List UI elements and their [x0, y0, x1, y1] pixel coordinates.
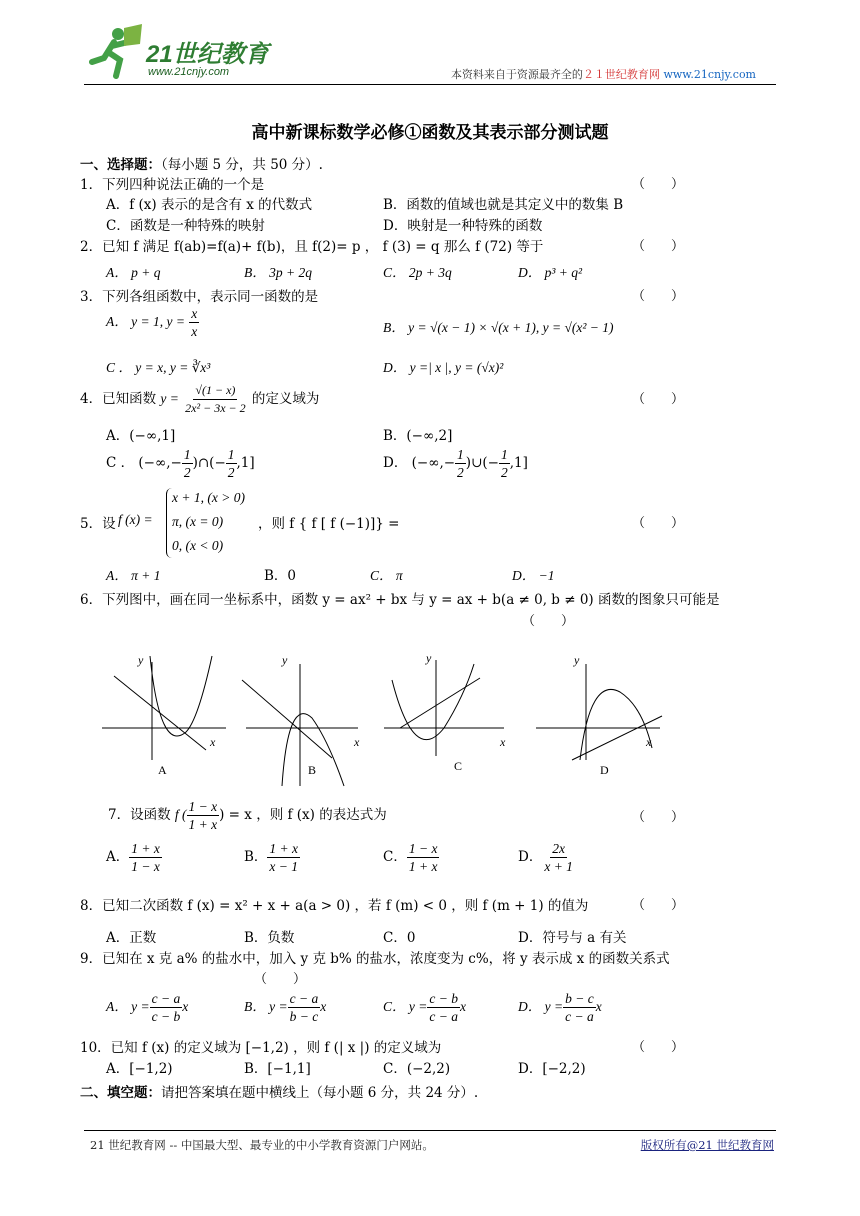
graph-label-c: C: [454, 759, 463, 773]
axis-x-label: x: [646, 735, 652, 749]
q5-case3: 0, (x < 0): [172, 538, 224, 553]
q4-stem: 4．已知函数 y = $\frac{√(1 - x)}{\text{2x² − 3x − 2}}$ 的定义域为: [80, 383, 320, 415]
q3-option-b: B． y = √(x − 1) × √(x + 1), y = √(x² − 1): [383, 320, 614, 335]
header-rule: [84, 84, 776, 85]
axis-x-label: x: [210, 735, 216, 749]
q5-option-a: A． π + 1: [106, 568, 161, 583]
q5-stem-pre: 5．设: [80, 516, 116, 532]
answer-paren: （ ）: [632, 898, 685, 913]
q3-option-a: A． y = 1, y = $\frac{x}{x}$: [106, 306, 198, 339]
answer-paren: （ ）: [254, 972, 307, 987]
q10-option-c: C．(−2,2): [383, 1061, 451, 1077]
q5-case1: x + 1, (x > 0): [172, 490, 245, 505]
graph-label-d: D: [600, 763, 609, 777]
q4-option-d: D． (−∞,− $\frac{1}{2}$ )∪(− $\frac{1}{2}$ ,1]: [383, 447, 528, 480]
axis-x-label: x: [500, 735, 506, 749]
q5-option-c: C． π: [370, 568, 403, 583]
q10-option-a: A．[−1,2): [106, 1061, 173, 1077]
graph-label-a: A: [158, 763, 167, 777]
q7-option-d: D． $\frac{2x}{x + 1}$: [518, 841, 573, 874]
q5-option-b: B．0: [264, 568, 297, 584]
q3-stem: 3．下列各组函数中，表示同一函数的是: [80, 289, 319, 305]
q2-stem: 2．已知 f 满足 f(ab)=f(a)+ f(b)，且 f(2)= p ， f (3) = q 那么 f (72) 等于: [80, 239, 544, 255]
q1-option-d: D．映射是一种特殊的函数: [383, 218, 543, 234]
graph-c: [384, 651, 506, 773]
q8-option-c: C．0: [383, 930, 416, 946]
q4-option-a: A．(−∞,1]: [106, 428, 176, 444]
header-source: [451, 66, 756, 82]
graph-label-b: B: [308, 763, 317, 777]
q8-stem: 8．已知二次函数 f (x) = x² + x + a(a > 0) ，若 f (m) < 0 ，则 f (m + 1) 的值为: [80, 898, 589, 914]
q9-option-a: A． y = $\frac{c - a}{c - b}$ x: [106, 991, 189, 1024]
graph-d: [536, 653, 662, 777]
answer-paren: （ ）: [522, 614, 575, 629]
q1-option-a: A．f (x) 表示的是含有 x 的代数式: [106, 197, 313, 213]
source-url[interactable]: www.21cnjy.com: [663, 68, 756, 81]
q4-option-c: C ． (−∞,− $\frac{1}{2}$ )∩(− $\frac{1}{2}$ ,1]: [106, 447, 255, 480]
source-site: ２１世纪教育网: [582, 68, 660, 81]
q5-case2: π, (x = 0): [172, 514, 224, 529]
q5-stem-post: ，则 f { f [ f (−1)]} =: [258, 516, 400, 532]
q1-option-c: C．函数是一种特殊的映射: [106, 218, 265, 234]
q2-option-b: B． 3p + 2q: [244, 265, 312, 280]
q8-option-a: A．正数: [106, 930, 157, 946]
footer-rule: [84, 1130, 776, 1131]
footer-left: 21 世纪教育网 -- 中国最大型、最专业的中小学教育资源门户网站。: [90, 1138, 434, 1152]
source-prefix: 本资料来自于资源最齐全的: [450, 68, 583, 81]
q2-option-a: A． p + q: [106, 265, 161, 280]
answer-paren: （ ）: [632, 177, 685, 192]
answer-paren: （ ）: [632, 392, 685, 407]
q10-option-b: B．[−1,1]: [244, 1061, 311, 1077]
q8-option-b: B．负数: [244, 930, 295, 946]
page-title: 高中新课标数学必修①函数及其表示部分测试题: [251, 123, 609, 143]
q7-option-b: B． $\frac{1 + x}{x - 1}$: [244, 841, 299, 874]
axis-y-label: y: [138, 653, 144, 667]
answer-paren: （ ）: [632, 239, 685, 254]
graph-b: [242, 653, 360, 786]
q2-option-c: C． 2p + 3q: [383, 265, 452, 280]
q6-stem: 6．下列图中，画在同一坐标系中，函数 y = ax² + bx 与 y = ax + b(a ≠ 0, b ≠ 0) 函数的图象只可能是: [80, 592, 720, 608]
axis-x-label: x: [354, 735, 360, 749]
runner-logo-icon: [84, 24, 144, 80]
q5-func: f (x) =: [118, 512, 153, 527]
graph-a: [102, 653, 226, 777]
q1-stem: 1．下列四种说法正确的一个是: [80, 177, 265, 193]
q6-graphs-figure: [96, 636, 676, 796]
q9-option-c: C． y = $\frac{c - b}{c - a}$ x: [383, 991, 466, 1024]
site-logo: [84, 22, 284, 86]
fraction: $\frac{√(1 - x)}{\text{2x² − 3x − 2}}$: [185, 383, 246, 415]
q4-option-b: B．(−∞,2]: [383, 428, 453, 444]
q3-option-c: C ． y = x, y = ∛x³: [106, 360, 211, 375]
q9-stem: 9．已知在 x 克 a% 的盐水中，加入 y 克 b% 的盐水，浓度变为 c%，将 y 表示成 x 的函数关系式: [80, 951, 670, 967]
q7-option-a: A． $\frac{1 + x}{1 - x}$: [106, 841, 160, 874]
q10-stem: 10．已知 f (x) 的定义域为 [−1,2) ，则 f (| x |) 的定义域为: [80, 1040, 442, 1056]
answer-paren: （ ）: [632, 516, 685, 531]
footer-copyright-link[interactable]: 版权所有@21 世纪教育网: [640, 1138, 774, 1152]
answer-paren: （ ）: [632, 289, 685, 304]
q1-option-b: B．函数的值域也就是其定义中的数集 B: [383, 197, 624, 213]
section2-heading: 二、填空题：请把答案填在题中横线上（每小题 6 分，共 24 分）.: [80, 1085, 479, 1101]
q7-option-c: C． $\frac{1 - x}{1 + x}$: [383, 841, 438, 874]
q9-option-d: D． y = $\frac{b - c}{c - a}$ x: [518, 991, 602, 1024]
q8-option-d: D．符号与 a 有关: [518, 930, 627, 946]
q3-option-d: D． y =| x |, y = (√x)²: [383, 360, 504, 375]
axis-y-label: y: [574, 653, 580, 667]
q10-option-d: D．[−2,2): [518, 1061, 586, 1077]
q7-stem: 7．设函数 f ( $\frac{1 - x}{1 + x}$ ) = x ，则 f (x) 的表达式为: [108, 799, 387, 832]
axis-y-label: y: [426, 651, 432, 665]
answer-paren: （ ）: [632, 1040, 685, 1055]
axis-y-label: y: [282, 653, 288, 667]
q9-option-b: B． y = $\frac{c - a}{b - c}$ x: [244, 991, 327, 1024]
logo-url: www.21cnjy.com: [148, 66, 230, 78]
section1-heading: 一、选择题：（每小题 5 分，共 50 分）.: [80, 157, 323, 173]
fraction: $\frac{x}{x}$: [191, 306, 198, 339]
answer-paren: （ ）: [632, 810, 685, 825]
logo-text: 21世纪教育: [146, 41, 269, 68]
q2-option-d: D． p³ + q²: [518, 265, 583, 280]
q5-option-d: D． −1: [512, 568, 555, 583]
